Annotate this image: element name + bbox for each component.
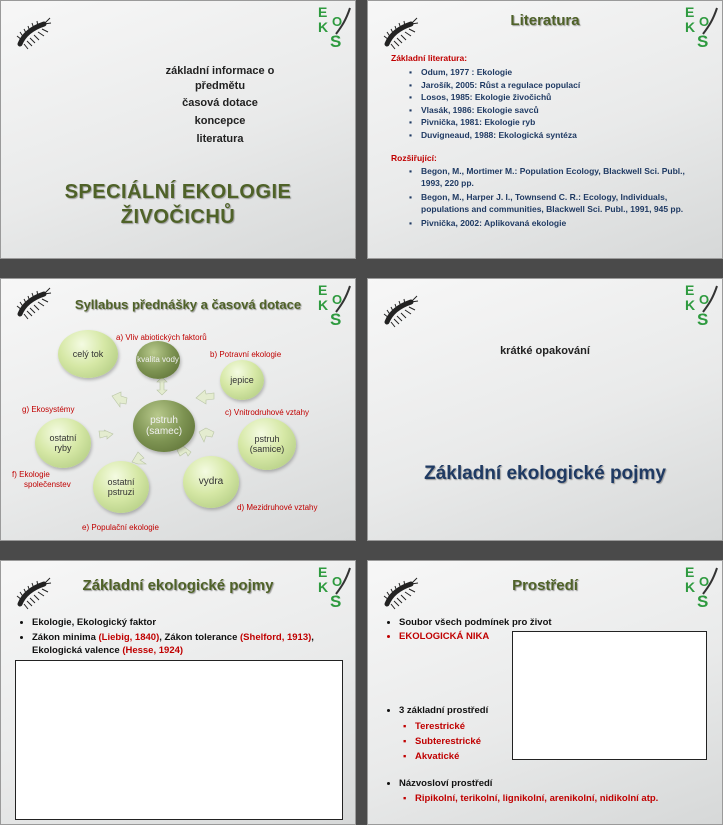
logo-letter-s: S (330, 310, 342, 328)
list-item: ▪ Pivnička, 1981: Ekologie ryb (409, 116, 701, 129)
slide-title: Základní ekologické pojmy (82, 577, 274, 594)
label-f (12, 470, 71, 490)
list-item (32, 631, 342, 657)
slide-title: Syllabus přednášky a časová dotace (74, 297, 302, 312)
logo-letter-s: S (330, 592, 342, 610)
list-item: • 3 základní prostředí (399, 704, 529, 718)
list-item: ▪ Ripikolní, terikolní, lignikolní, arenikolní, nidikolní atp. (403, 792, 713, 806)
arrow-icon (112, 392, 127, 407)
list-item: • Ekologie, Ekologický faktor (32, 616, 342, 629)
node-pstruh-samec: pstruh (samec) (133, 400, 195, 452)
title-line: ŽIVOČICHŮ (120, 206, 236, 228)
text-run: Zákon minima (32, 632, 96, 643)
citation: (Hesse, 1924) (122, 645, 184, 656)
slide-intro (0, 0, 356, 259)
image-placeholder (15, 660, 343, 820)
intro-bullet: časová dotace (182, 97, 258, 109)
extended-heading: Rozšiřující: (391, 153, 437, 163)
slide-recap (367, 278, 723, 541)
intro-bullet: základní informace o předmětu (165, 65, 275, 92)
text-run: , Ekologická valence (32, 632, 314, 656)
label-f-line: f) Ekologie (12, 470, 50, 479)
citation: (Shelford, 1913) (240, 632, 312, 643)
environment-naming (387, 777, 719, 791)
citation: (Liebig, 1840) (98, 632, 160, 643)
intro-bullets (130, 64, 310, 148)
text-run: , Zákon tolerance (159, 632, 238, 643)
logo-letter-o: O (699, 292, 710, 307)
logo-letter-o: O (699, 574, 710, 589)
list-item: ▪ Akvatické (403, 749, 523, 764)
slide-environment (367, 560, 723, 825)
list-item: ▪ Losos, 1985: Ekologie živočichů (409, 91, 701, 104)
list-item: ▪ Odum, 1977 : Ekologie (409, 66, 701, 79)
logo-letter-s: S (697, 310, 709, 328)
slide-basic-concepts (0, 560, 356, 825)
logo-letter-s: S (330, 32, 342, 50)
label-a: a) Vliv abiotických faktorů (116, 333, 207, 342)
naming-sublist (403, 792, 713, 806)
list-item: • EKOLOGICKÁ NIKA (399, 630, 719, 644)
logo-letter-k: K (685, 579, 696, 595)
literature-content (391, 53, 701, 230)
label-g: g) Ekosystémy (22, 405, 75, 414)
logo-letter-e: E (685, 564, 695, 580)
logo-letter-o: O (699, 14, 710, 29)
list-item: ▪ Terestrické (403, 719, 523, 734)
recap-subtitle: krátké opakování (500, 345, 590, 357)
slide-literature (367, 0, 723, 259)
basic-list (409, 66, 701, 141)
list-item: ▪ Pivnička, 2002: Aplikovaná ekologie (409, 218, 701, 230)
centipede-icon (381, 292, 419, 330)
logo-letter-k: K (318, 297, 329, 313)
list-item: • Názvosloví prostředí (399, 777, 719, 791)
logo-letter-k: K (318, 19, 329, 35)
logo-letter-o: O (332, 14, 343, 29)
logo-letter-s: S (697, 32, 709, 50)
logo-letter-e: E (685, 4, 695, 20)
node-vydra: vydra (183, 456, 239, 508)
slide-title: Základní ekologické pojmy (424, 463, 666, 484)
node-ostatni-ryby: ostatní ryby (35, 418, 91, 468)
logo-letter-e: E (318, 4, 328, 20)
logo-letter-s: S (697, 592, 709, 610)
arrow-icon (196, 390, 214, 404)
slide-syllabus (0, 278, 356, 541)
slide-title: Literatura (510, 12, 580, 29)
label-f-line: společenstev (24, 480, 71, 489)
arrow-icon (99, 430, 113, 439)
basic-heading: Základní literatura: (391, 53, 468, 63)
logo-letter-o: O (332, 574, 343, 589)
slide-title (0, 180, 356, 230)
logo-letter-k: K (685, 297, 696, 313)
list-item: ▪ Subterestrické (403, 734, 523, 749)
node-kvalita-vody: kvalita vody (136, 341, 180, 379)
environment-sublist (403, 719, 523, 764)
intro-bullet: literatura (196, 133, 244, 145)
list-item: ▪ Begon, M., Harper J. I., Townsend C. R.: Ecology, Individuals, populations and communities, Blackwell Sci. Publ., 1991, 945 pp. (409, 192, 701, 215)
node-cely-tok: celý tok (58, 330, 118, 378)
environment-types (387, 704, 529, 718)
logo-letter-e: E (318, 282, 328, 298)
extended-list (409, 166, 701, 230)
intro-bullet: koncepce (194, 115, 246, 127)
list-item: • Soubor všech podmínek pro život (399, 616, 719, 630)
node-pstruh-samice: pstruh (samice) (238, 418, 296, 470)
label-b: b) Potravní ekologie (210, 350, 282, 359)
image-placeholder (512, 631, 707, 760)
logo-letter-k: K (318, 579, 329, 595)
list-item: ▪ Duvigneaud, 1988: Ekologická syntéza (409, 129, 701, 142)
node-jepice: jepice (220, 360, 264, 400)
arrow-icon (199, 428, 214, 442)
centipede-icon (14, 14, 52, 52)
label-c: c) Vnitrodruhové vztahy (225, 408, 310, 417)
ekos-logo-icon (683, 282, 719, 328)
logo-letter-o: O (332, 292, 343, 307)
list-item: ▪ Vlasák, 1986: Ekologie savců (409, 104, 701, 117)
logo-letter-e: E (685, 282, 695, 298)
arrow-icon (132, 452, 146, 464)
logo-letter-e: E (318, 564, 328, 580)
logo-letter-k: K (685, 19, 696, 35)
slide-title: Prostředí (512, 577, 578, 594)
label-d: d) Mezidruhové vztahy (237, 503, 318, 512)
node-ostatni-pstruzi: ostatní pstruzi (93, 461, 149, 513)
label-e: e) Populační ekologie (82, 523, 159, 532)
list-item: ▪ Begon, M., Mortimer M.: Population Ecology, Blackwell Sci. Publ., 1993, 220 pp. (409, 166, 701, 189)
concepts-list (20, 616, 342, 657)
title-line: SPECIÁLNÍ EKOLOGIE (64, 181, 292, 203)
ekos-logo-icon (316, 4, 352, 50)
list-item: ▪ Jarošík, 2005: Růst a regulace populací (409, 79, 701, 92)
arrow-icon (157, 377, 167, 395)
